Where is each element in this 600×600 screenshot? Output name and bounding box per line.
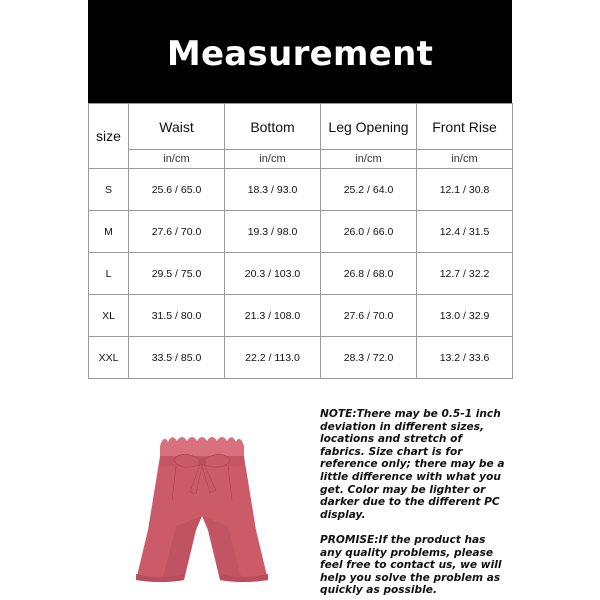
table-cell: 26.8 / 68.0 bbox=[321, 253, 417, 295]
header-banner bbox=[88, 0, 512, 103]
table-header-row bbox=[89, 104, 513, 150]
size-label: XXL bbox=[89, 337, 129, 379]
table-row bbox=[89, 337, 513, 379]
table-cell: 26.0 / 66.0 bbox=[321, 211, 417, 253]
table-cell: 12.7 / 32.2 bbox=[417, 253, 513, 295]
table-unit-row bbox=[89, 150, 513, 169]
table-cell: 18.3 / 93.0 bbox=[225, 169, 321, 211]
table-cell: 28.3 / 72.0 bbox=[321, 337, 417, 379]
table-cell: 27.6 / 70.0 bbox=[129, 211, 225, 253]
size-label: XL bbox=[89, 295, 129, 337]
column-header-leg-opening: Leg Opening bbox=[321, 104, 417, 150]
size-label: M bbox=[89, 211, 129, 253]
table-row bbox=[89, 295, 513, 337]
table-cell: 25.2 / 64.0 bbox=[321, 169, 417, 211]
measurement-note: NOTE:There may be 0.5-1 inch deviation in different sizes, locations and stretch of fabrics. Size chart is for reference only; there may be a little difference with what you get. Color may be lighter or darker due to the different PC display. bbox=[320, 408, 505, 521]
size-label: S bbox=[89, 169, 129, 211]
table-row bbox=[89, 169, 513, 211]
size-column-header: size bbox=[89, 104, 129, 169]
table-row bbox=[89, 253, 513, 295]
table-cell: 21.3 / 108.0 bbox=[225, 295, 321, 337]
table-cell: 19.3 / 98.0 bbox=[225, 211, 321, 253]
table-cell: 13.2 / 33.6 bbox=[417, 337, 513, 379]
table-cell: 25.6 / 65.0 bbox=[129, 169, 225, 211]
table-cell: 12.1 / 30.8 bbox=[417, 169, 513, 211]
waistband-ruffle bbox=[160, 437, 244, 458]
column-header-waist: Waist bbox=[129, 104, 225, 150]
table-cell: 33.5 / 85.0 bbox=[129, 337, 225, 379]
unit-label: in/cm bbox=[417, 150, 513, 169]
table-cell: 27.6 / 70.0 bbox=[321, 295, 417, 337]
table-cell: 13.0 / 32.9 bbox=[417, 295, 513, 337]
unit-label: in/cm bbox=[129, 150, 225, 169]
table-cell: 22.2 / 113.0 bbox=[225, 337, 321, 379]
table-cell: 31.5 / 80.0 bbox=[129, 295, 225, 337]
table-cell: 12.4 / 31.5 bbox=[417, 211, 513, 253]
size-chart-table bbox=[88, 103, 513, 379]
unit-label: in/cm bbox=[225, 150, 321, 169]
unit-label: in/cm bbox=[321, 150, 417, 169]
size-label: L bbox=[89, 253, 129, 295]
shorts-product-image bbox=[132, 430, 272, 585]
page-title: Measurement bbox=[166, 33, 434, 74]
column-header-front-rise: Front Rise bbox=[417, 104, 513, 150]
column-header-bottom: Bottom bbox=[225, 104, 321, 150]
waist-tie-knot bbox=[198, 458, 206, 466]
quality-promise: PROMISE:If the product has any quality problems, please feel free to contact us, we will help you solve the problem as quickly as possible. bbox=[320, 534, 502, 597]
table-cell: 20.3 / 103.0 bbox=[225, 253, 321, 295]
table-row bbox=[89, 211, 513, 253]
table-cell: 29.5 / 75.0 bbox=[129, 253, 225, 295]
